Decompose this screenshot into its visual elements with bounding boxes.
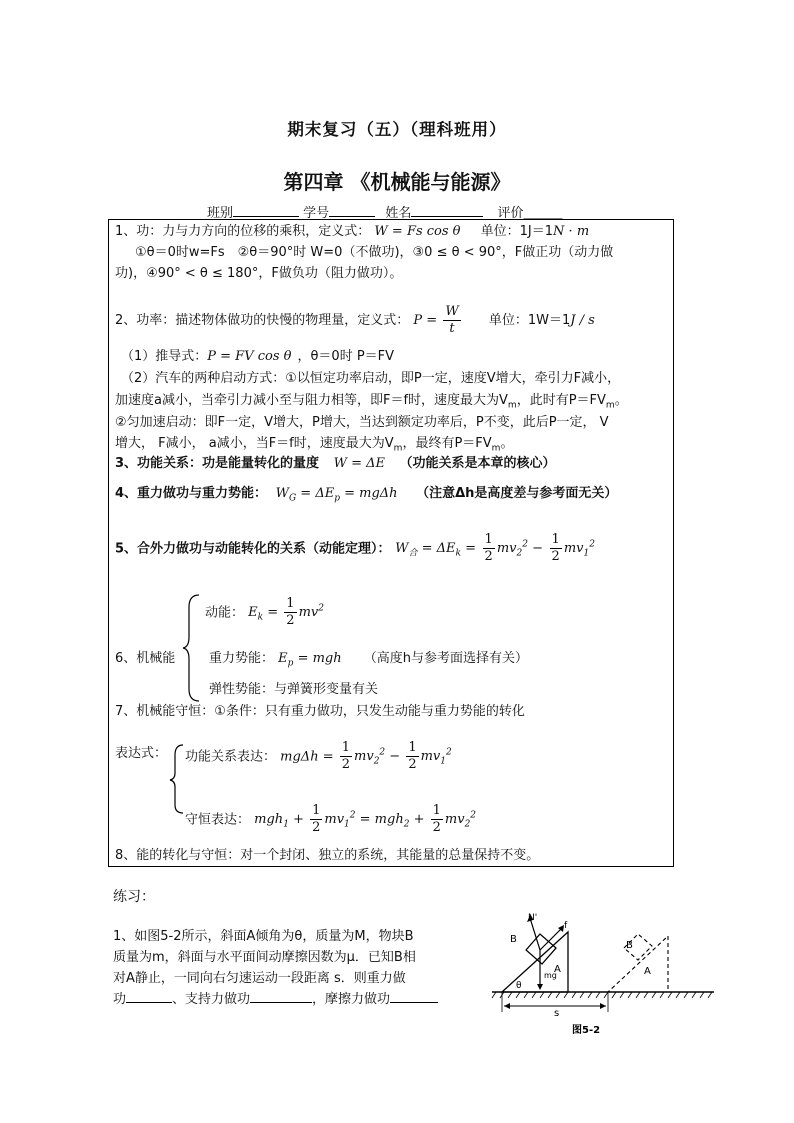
normal-work-blank[interactable] xyxy=(250,990,312,1003)
s6-brace xyxy=(181,593,203,703)
s4-line xyxy=(115,485,617,508)
svg-text:mg: mg xyxy=(544,971,557,980)
s1-unit-label: 单位：1J＝1 xyxy=(480,224,554,239)
s6-potential xyxy=(209,650,528,673)
page-title: 期末复习（五）（理科班用） xyxy=(287,120,507,139)
s6-elastic: 弹性势能：与弹簧形变量有关 xyxy=(209,682,379,697)
s2-unit: J / s xyxy=(570,313,595,328)
class-blank[interactable] xyxy=(233,204,299,217)
s4-formula: $W_G = \Delta E_p = mg\Delta h$ xyxy=(275,486,398,504)
svg-text:A: A xyxy=(554,964,561,975)
s2-p1 xyxy=(121,348,394,366)
s7-r1-label: 功能关系表达： xyxy=(185,749,277,765)
s2-p5-sub: m xyxy=(393,443,403,454)
figure-5-2 xyxy=(488,908,720,1038)
s2-p5-sub2: m xyxy=(491,443,501,454)
s2-p1-tail: ，θ＝0时 P＝FV xyxy=(297,349,395,364)
s5-frac2: $\frac{1}{2}$ xyxy=(551,532,560,565)
ex1-line4 xyxy=(113,989,438,1010)
s6-p-label: 重力势能： xyxy=(209,651,275,666)
s1-text: 1、功：力与力方向的位移的乘积，定义式： xyxy=(115,224,371,239)
s8-line: 8、能的转化与守恒：对一个封闭、独立的系统，其能量的总量保持不变。 xyxy=(115,848,540,863)
s5-text: 5、合外力做功与动能转化的关系（动能定理）： xyxy=(115,541,391,557)
chapter-title: 第四章 《机械能与能源》 xyxy=(283,170,511,194)
ex1-l4a: 功 xyxy=(113,992,127,1007)
figure-caption: 图5-2 xyxy=(572,1025,601,1036)
id-label: 学号 xyxy=(303,206,330,221)
s6-kinetic: 动能： $E_k$ = $\frac{1}{2}$ $mv^2$ xyxy=(205,596,324,629)
eval-label: 评价＿＿＿ xyxy=(497,206,563,221)
s7-line: 7、机械能守恒：①条件：只有重力做功，只发生动能与重力势能的转化 xyxy=(115,704,525,719)
ex1-line2: 质量为m，斜面与水平面间动摩擦因数为μ．已知B相 xyxy=(113,950,416,965)
s2-unit-label: 单位：1W＝1 xyxy=(488,313,571,328)
s2-p3-sub2: m xyxy=(605,400,615,411)
s1-line1 xyxy=(115,223,589,241)
class-label: 班别 xyxy=(207,206,234,221)
gravity-work-blank[interactable] xyxy=(126,990,172,1003)
s6-k-label: 动能： xyxy=(205,605,245,621)
s6-k-frac: $\frac{1}{2}$ xyxy=(286,596,295,629)
s6-label: 6、机械能 xyxy=(115,651,176,666)
s7-row2: 守恒表达： mgh$_1$ + $\frac{1}{2}$ $mv_1^2 = mgh_2$ + $\frac{1}{2}$ $mv_2^2$ xyxy=(185,803,477,836)
s5-line: 5、合外力做功与动能转化的关系（动能定理）： $W_合 = \Delta E_k$ = $\frac{1}{2}$ $mv_2^2$ − $\frac{1}{2}$ $mv_1^2$ xyxy=(115,532,595,565)
id-blank[interactable] xyxy=(329,204,375,217)
svg-text:B: B xyxy=(626,940,633,951)
s2-p2: （2）汽车的两种启动方式：①以恒定功率启动，即P一定，速度V增大，牵引力F减小， xyxy=(121,371,621,386)
s7-r2-formula: mgh$_1$ + xyxy=(254,812,304,830)
s2-formula: P = xyxy=(413,313,438,328)
s7-r2-label: 守恒表达： xyxy=(185,812,251,828)
name-label: 姓名 xyxy=(385,206,412,221)
friction-work-blank[interactable] xyxy=(390,990,438,1003)
s2-p1-formula: P = FV cos θ xyxy=(207,349,292,364)
s2-p3-text: 加速度a减小，当牵引力减小至与阻力相等，即F＝f时，速度最大为V xyxy=(115,393,508,408)
s7-r1-frac2: $\frac{1}{2}$ xyxy=(408,740,417,773)
s2-fraction xyxy=(443,304,460,337)
ex1-l4c: ，摩擦力做功 xyxy=(312,992,391,1007)
s7-r2-frac2: $\frac{1}{2}$ xyxy=(432,803,441,836)
ex1-line3: 对A静止，一同向右匀速运动一段距离 s．则重力做 xyxy=(113,971,406,986)
s2-text: 2、功率：描述物体做功的快慢的物理量，定义式： xyxy=(115,313,410,328)
s2-p5-tail: ，最终有P＝FV xyxy=(402,436,492,451)
s2-num: W xyxy=(445,304,459,319)
s1-formula: W = Fs cos θ xyxy=(374,224,461,239)
s2-p3-sub: m xyxy=(507,400,517,411)
s1-line3: 功)，④90° < θ ≤ 180°，F做负功（阻力做功）。 xyxy=(115,266,403,281)
s2-p3-tail: ，此时有P＝FV xyxy=(516,393,606,408)
s2-p3: 加速度a减小，当牵引力减小至与阻力相等，即F＝f时，速度最大为$V_m$，此时有$P=FV_m$。 xyxy=(115,393,628,411)
svg-text:f: f xyxy=(564,921,568,931)
name-blank[interactable] xyxy=(411,204,483,217)
summary-box xyxy=(108,219,674,867)
svg-text:θ: θ xyxy=(516,981,522,991)
s5-formula: $W_合 = \Delta E_k$ = xyxy=(395,541,477,559)
s2-den: t xyxy=(449,321,455,336)
s2-p5: 增大， F减小， a减小，当F＝f时，速度最大为$V_m$，最终有$P=FV_m$。 xyxy=(115,436,514,454)
ex1-line1: 1、如图5-2所示，斜面A倾角为θ，质量为M，物块B xyxy=(113,929,414,944)
s3-line xyxy=(115,455,556,473)
s1-unit: N · m xyxy=(553,224,590,239)
s2-p5-text: 增大， F减小， a减小，当F＝f时，速度最大为V xyxy=(115,436,394,451)
s6-k-formula: $E_k$ = xyxy=(248,605,279,623)
s5-frac1: $\frac{1}{2}$ xyxy=(484,532,493,565)
s7-row1: 功能关系表达： mgΔh = $\frac{1}{2}$ $mv_2^2$ − $\frac{1}{2}$ $mv_1^2$ xyxy=(185,740,452,773)
s6-p-note: （高度h与参考面选择有关） xyxy=(363,651,528,666)
s4-note: （注意Δh是高度差与参考面无关） xyxy=(416,486,618,501)
s2-p4: ②匀加速启动：即F一定，V增大，P增大，当达到额定功率后，P不变，此后P一定， V xyxy=(115,415,609,430)
s7-r1-frac1: $\frac{1}{2}$ xyxy=(341,740,351,773)
s6-p-formula: $E_p$ = mgh xyxy=(278,651,342,669)
s3-note: （功能关系是本章的核心） xyxy=(399,456,556,471)
s4-text: 4、重力做功与重力势能： xyxy=(115,486,268,501)
s7-expr-label: 表达式： xyxy=(115,746,168,761)
s7-r1-formula: mgΔh = xyxy=(280,749,334,765)
s7-r2-frac1: $\frac{1}{2}$ xyxy=(312,803,321,836)
s2-line1 xyxy=(115,304,595,338)
exercise-header: 练习： xyxy=(113,889,155,905)
s1-line2: ①θ＝0时w=Fs ②θ＝90°时 W=0（不做功)，③0 ≤ θ < 90°，F做正功（动力做 xyxy=(135,245,614,260)
svg-text:B: B xyxy=(510,934,517,945)
s3-text: 3、功能关系：功是能量转化的量度 xyxy=(115,456,320,471)
ex1-l4b: 、支持力做功 xyxy=(172,992,251,1007)
s3-formula: W = ΔE xyxy=(333,456,385,471)
s2-p1-text: （1）推导式： xyxy=(121,349,208,364)
svg-text:N': N' xyxy=(528,913,538,923)
svg-text:A: A xyxy=(644,966,651,977)
svg-text:s: s xyxy=(554,1008,560,1019)
